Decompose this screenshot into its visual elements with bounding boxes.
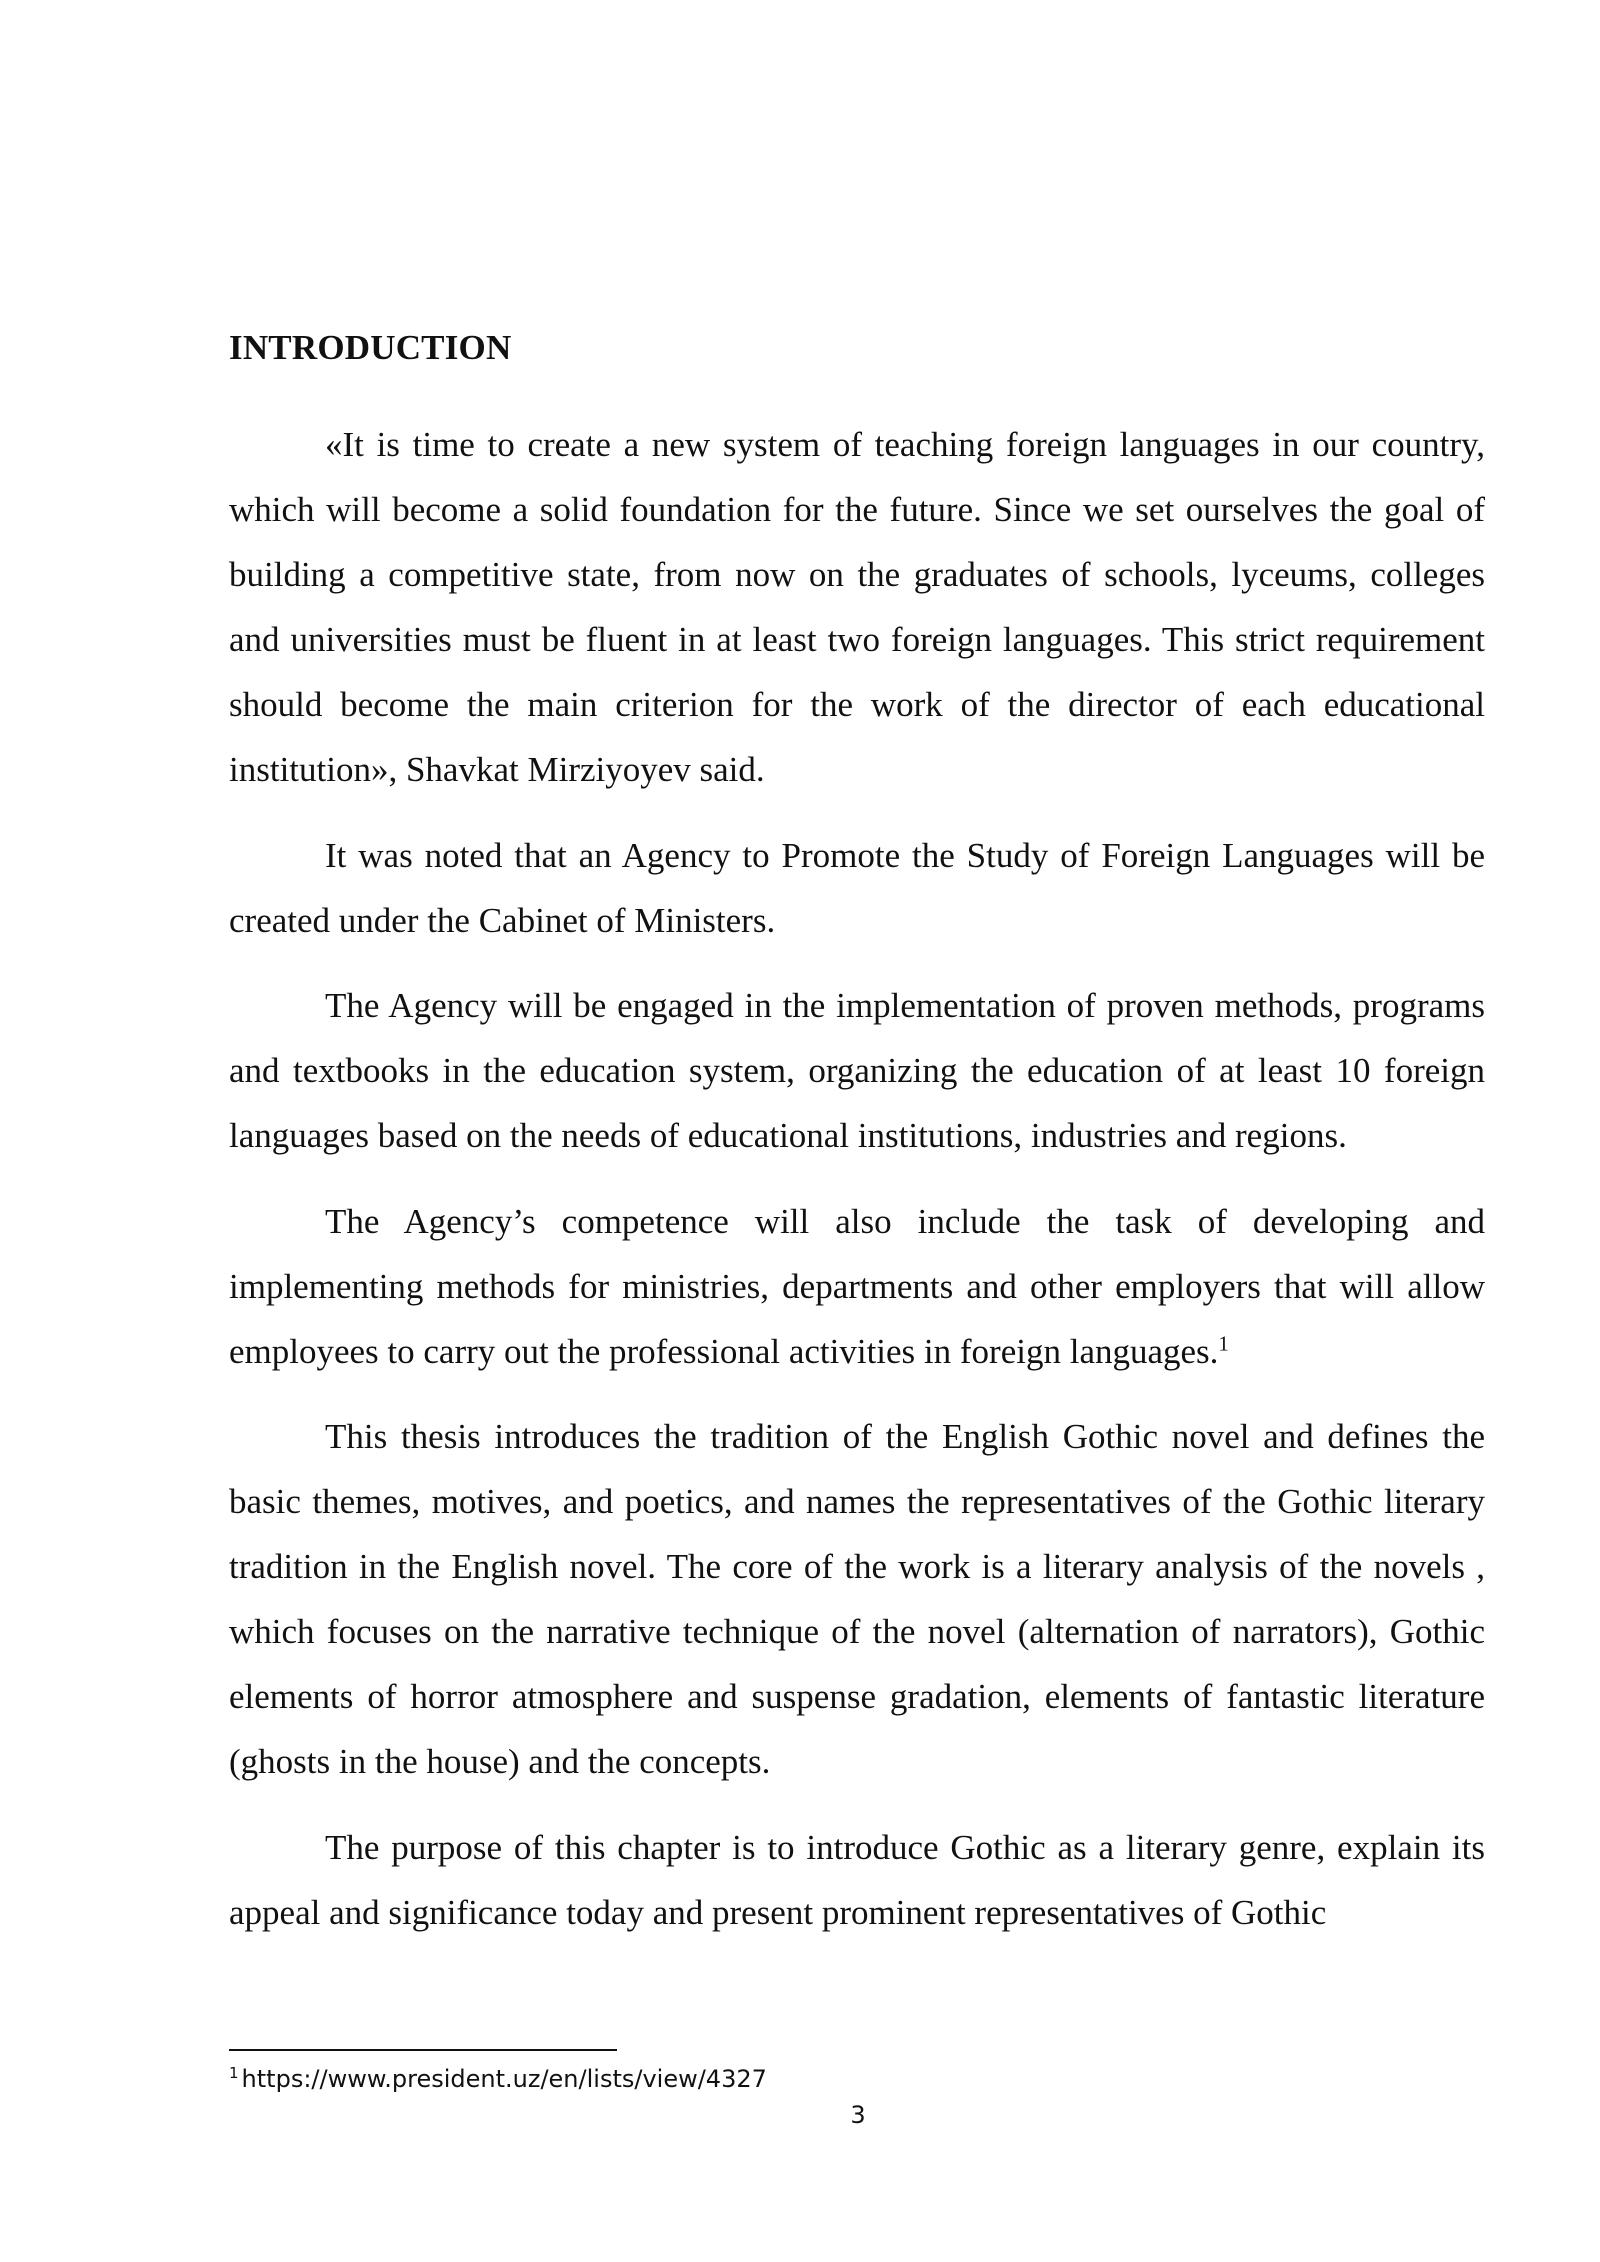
paragraph-agency-competence-text: The Agency’s competence will also include the task of developing and implementing methods for ministries, departments and other employers that will allow employees to carry out the professional activities in foreign languages.: [229, 1201, 1485, 1371]
footnote-link[interactable]: https://www.president.uz/en/lists/view/4327: [241, 2065, 767, 2093]
footnote-reference[interactable]: 1: [1218, 1330, 1229, 1355]
paragraph-thesis: This thesis introduces the tradition of the English Gothic novel and defines the basic themes, motives, and poetics, and names the representatives of the Gothic literary tradition in the English novel. The core of the work is a literary analysis of the novels , which focuses on the narrative technique of the novel (alternation of narrators), Gothic elements of horror atmosphere and suspense gradation, elements of fantastic literature (ghosts in the house) and the concepts.: [229, 1417, 1485, 1781]
paragraph-agency-engaged: The Agency will be engaged in the implementation of proven methods, programs and textbooks in the education system, organizing the education of at least 10 foreign languages based on the needs of educational institutions, industries and regions.: [229, 986, 1485, 1155]
footnote-separator: [229, 2049, 617, 2051]
page-number: 3: [850, 2101, 866, 2129]
footnote: [229, 2064, 767, 2094]
paragraph-agency-competence: [229, 1189, 1485, 1384]
paragraph-quote: «It is time to create a new system of teaching foreign languages in our country, which will become a solid foundation for the future. Since we set ourselves the goal of building a competitive state, from now on the graduates of schools, lyceums, colleges and universities must be fluent in at least two foreign languages. This strict requirement should become the main criterion for the work of the director of each educational institution», Shavkat Mirziyoyev said.: [229, 425, 1485, 789]
body-text: [229, 412, 1485, 1965]
paragraph-agency-created: It was noted that an Agency to Promote the Study of Foreign Languages will be created under the Cabinet of Ministers.: [229, 835, 1485, 940]
paragraph-purpose: The purpose of this chapter is to introduce Gothic as a literary genre, explain its appeal and significance today and present prominent representatives of Gothic: [229, 1827, 1485, 1932]
footnote-number: 1: [229, 2064, 239, 2082]
section-heading: INTRODUCTION: [229, 328, 512, 367]
